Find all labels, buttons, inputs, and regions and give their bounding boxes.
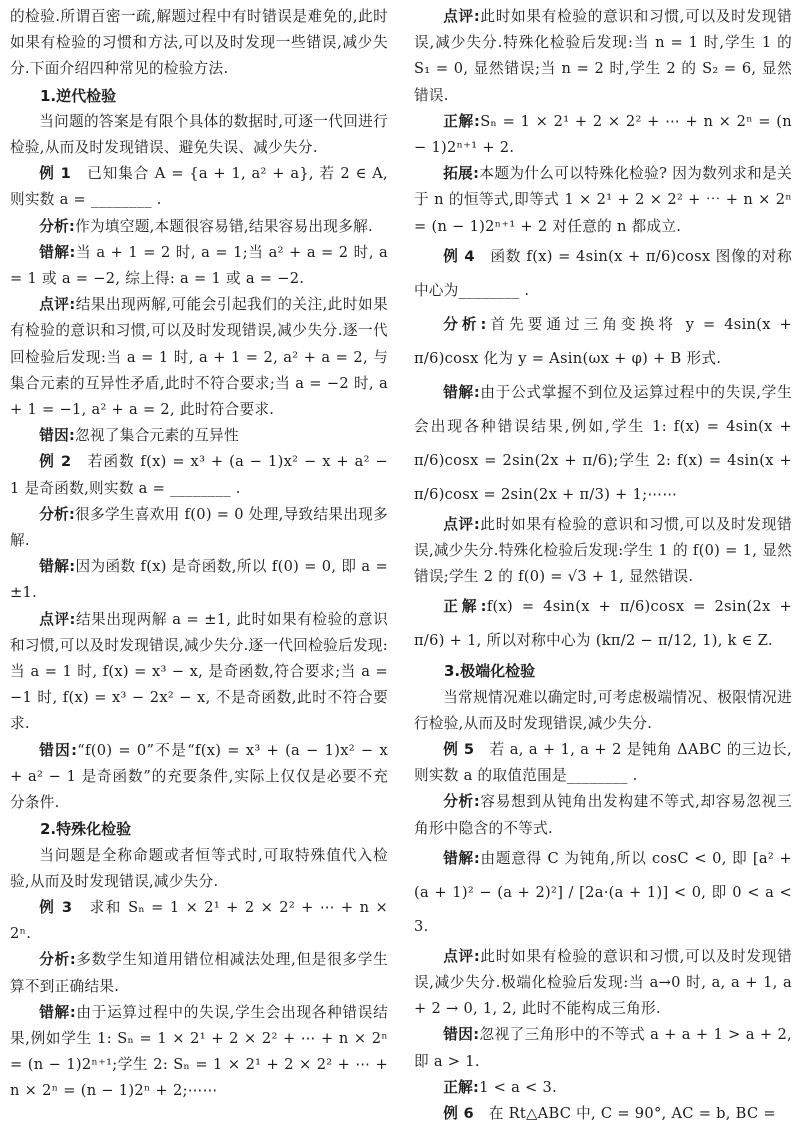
paragraph-label: 例 4	[443, 247, 475, 265]
wrong-solution-paragraph	[414, 842, 792, 944]
commentary-paragraph	[10, 607, 388, 738]
paragraph-text: 函数 f(x) = 4sin(x + π/6)cosx 图像的对称中心为________ .	[414, 247, 792, 299]
paragraph-text: 首先要通过三角变换将 y = 4sin(x + π/6)cosx 化为 y = Asin(ωx + φ) + B 形式.	[414, 315, 792, 367]
paragraph-text: 多数学生知道用错位相减法处理,但是很多学生算不到正确结果.	[10, 951, 388, 995]
left-column	[10, 4, 388, 1105]
paragraph-label: 点评:	[443, 947, 480, 965]
wrong-solution-paragraph	[10, 240, 388, 292]
error-cause-paragraph	[10, 738, 388, 817]
section-heading: 1.逆代检验	[40, 86, 117, 105]
paragraph-text: 的检验.所谓百密一疏,解题过程中有时错误是难免的,此时如果有检验的习惯和方法,可以及时发现一些错误,减少失分.下面介绍四种常见的检验方法.	[10, 8, 388, 78]
paragraph-label: 错因:	[39, 427, 76, 445]
paragraph-text: 容易想到从钝角出发构建不等式,却容易忽视三角形中隐含的不等式.	[414, 793, 792, 837]
paragraph-text: Sₙ = 1 × 2¹ + 2 × 2² + ⋯ + n × 2ⁿ = (n − 1)2ⁿ⁺¹ + 2.	[414, 112, 792, 157]
paragraph-text: 在 Rt△ABC 中, C = 90°, AC = b, BC =	[473, 1105, 776, 1123]
analysis-paragraph	[10, 214, 388, 240]
paragraph-label: 分析:	[39, 505, 76, 523]
commentary-paragraph	[414, 4, 792, 109]
wrong-solution-paragraph	[10, 1000, 388, 1105]
paragraph-text: f(x) = 4sin(x + π/6)cosx = 2sin(2x + π/6) + 1, 所以对称中心为 (kπ/2 − π/12, 1), k ∈ Z.	[414, 598, 792, 650]
analysis-paragraph	[414, 789, 792, 841]
example-6-paragraph	[414, 1101, 792, 1127]
paragraph	[414, 685, 792, 737]
paragraph-text: 很多学生喜欢用 f(0) = 0 处理,导致结果出现多解.	[10, 505, 388, 550]
paragraph-text: 忽视了集合元素的互异性	[75, 427, 239, 445]
analysis-paragraph	[10, 947, 388, 999]
extension-paragraph	[414, 161, 792, 240]
analysis-paragraph	[414, 308, 792, 376]
paragraph-label: 拓展:	[443, 165, 480, 183]
paragraph-text: 由于运算过程中的失误,学生会出现各种错误结果,例如学生 1: Sₙ = 1 × 2¹ + 2 × 2² + ⋯ + n × 2ⁿ = (n − 1)2ⁿ⁺¹;学生 2: Sₙ = 1 × 2¹ + 2 × 2² + ⋯ + n × 2ⁿ = (n − 1)2ⁿ + 2;⋯⋯	[10, 1003, 388, 1100]
paragraph-label: 点评:	[443, 515, 480, 533]
paragraph-label: 分析:	[39, 951, 76, 969]
commentary-paragraph	[414, 512, 792, 591]
paragraph-text: 结果出现两解,可能会引起我们的关注,此时如果有检验的意识和习惯,可以及时发现错误,减少失分.逐一代回检验后发现:当 a = 1 时, a + 1 = 2, a² + a = 2, 与集合元素的互异性矛盾,此时不符合要求;当 a = −2 时, a + 1 = −1, a² + a = 2, 此时符合要求.	[10, 296, 388, 419]
paragraph-text: 当问题是全称命题或者恒等式时,可取特殊值代入检验,从而及时发现错误,减少失分.	[10, 846, 388, 890]
paragraph	[10, 109, 388, 161]
paragraph-text: 结果出现两解 a = ±1, 此时如果有检验的意识和习惯,可以及时发现错误,减少失分.逐一代回检验后发现:当 a = 1 时, f(x) = x³ − x, 是奇函数,符合要求;当 a = −1 时, f(x) = x³ − 2x² − x, 不是奇函数,此时不符合要求.	[10, 610, 388, 733]
commentary-paragraph	[10, 292, 388, 423]
wrong-solution-paragraph	[414, 376, 792, 512]
paragraph-label: 错解:	[39, 558, 76, 576]
paragraph-label: 点评:	[443, 8, 480, 25]
correct-solution-paragraph	[414, 590, 792, 658]
paragraph-text: 若函数 f(x) = x³ + (a − 1)x² − x + a² − 1 是奇函数,则实数 a = ________ .	[10, 453, 388, 497]
paragraph-text: 若 a, a + 1, a + 2 是钝角 ΔABC 的三边长,则实数 a 的取值范围是________ .	[414, 741, 792, 785]
error-cause-paragraph	[414, 1022, 792, 1074]
paragraph-label: 例 5	[443, 741, 475, 759]
paragraph-label: 分析:	[443, 315, 487, 333]
paragraph-text: 求和 Sₙ = 1 × 2¹ + 2 × 2² + ⋯ + n × 2ⁿ.	[10, 898, 388, 943]
paragraph-label: 分析:	[39, 217, 76, 235]
paragraph-label: 正解:	[443, 598, 487, 616]
paragraph-label: 错解:	[39, 243, 76, 261]
paragraph-label: 错解:	[39, 1003, 76, 1021]
example-3-paragraph	[10, 895, 388, 947]
paragraph	[10, 4, 388, 83]
paragraph-label: 点评:	[39, 610, 76, 628]
paragraph-text: 当问题的答案是有限个具体的数据时,可逐一代回进行检验,从而及时发现错误、避免失误、减少失分.	[10, 112, 388, 157]
commentary-paragraph	[414, 944, 792, 1023]
paragraph-text: 此时如果有检验的意识和习惯,可以及时发现错误,减少失分.特殊化检验后发现:当 n = 1 时,学生 1 的 S₁ = 0, 显然错误;当 n = 2 时,学生 2 的 S₂ = 6, 显然错误.	[414, 8, 792, 104]
example-5-paragraph	[414, 737, 792, 789]
paragraph-text: 忽视了三角形中的不等式 a + a + 1 > a + 2, 即 a > 1.	[414, 1026, 792, 1070]
wrong-solution-paragraph	[10, 554, 388, 606]
correct-solution-paragraph	[414, 109, 792, 161]
paragraph-text: 因为函数 f(x) 是奇函数,所以 f(0) = 0, 即 a = ±1.	[10, 558, 388, 602]
paragraph-label: 错因:	[443, 1026, 480, 1044]
right-column	[414, 4, 792, 1127]
paragraph-label: 分析:	[443, 793, 480, 811]
paragraph-text: 本题为什么可以特殊化检验? 因为数列求和是关于 n 的恒等式,即等式 1 × 2¹ + 2 × 2² + ⋯ + n × 2ⁿ = (n − 1)2ⁿ⁺¹ + 2 对任意的 n 都成立.	[414, 165, 792, 235]
section-heading: 2.特殊化检验	[40, 820, 132, 839]
paragraph-label: 例 2	[39, 453, 72, 471]
paragraph-text: 由题意得 C 为钝角,所以 cosC < 0, 即 [a² + (a + 1)² − (a + 2)²] / [2a·(a + 1)] < 0, 即 0 < a < 3.	[414, 849, 792, 935]
paragraph-text: 此时如果有检验的意识和习惯,可以及时发现错误,减少失分.极端化检验后发现:当 a→0 时, a, a + 1, a + 2 → 0, 1, 2, 此时不能构成三角形.	[414, 947, 792, 1018]
paragraph-label: 错解:	[443, 849, 481, 867]
section-heading: 3.极端化检验	[444, 662, 536, 681]
paragraph-text: 此时如果有检验的意识和习惯,可以及时发现错误,减少失分.特殊化检验后发现:学生 1 的 f(0) = 1, 显然错误;学生 2 的 f(0) = √3 + 1, 显然错误.	[414, 515, 792, 586]
paragraph-text: 由于公式掌握不到位及运算过程中的失误,学生会出现各种错误结果,例如,学生 1: f(x) = 4sin(x + π/6)cosx = 2sin(2x + π/6);学生 2: f(x) = 4sin(x + π/6)cosx = 2sin(2x + π/3) + 1;⋯⋯	[414, 383, 792, 503]
example-4-paragraph	[414, 240, 792, 308]
paragraph-text: 当 a + 1 = 2 时, a = 1;当 a² + a = 2 时, a = 1 或 a = −2, 综上得: a = 1 或 a = −2.	[10, 243, 388, 288]
paragraph-text: “f(0) = 0”不是“f(x) = x³ + (a − 1)x² − x + a² − 1 是奇函数”的充要条件,实际上仅仅是必要不充分条件.	[10, 741, 388, 812]
paragraph-text: 当常规情况难以确定时,可考虑极端情况、极限情况进行检验,从而及时发现错误,减少失分.	[414, 688, 792, 732]
paragraph-label: 例 1	[39, 165, 72, 183]
paragraph-label: 点评:	[39, 296, 76, 314]
paragraph-text: 已知集合 A = {a + 1, a² + a}, 若 2 ∈ A, 则实数 a = ________ .	[10, 165, 388, 209]
example-2-paragraph	[10, 449, 388, 501]
paragraph-text: 1 < a < 3.	[479, 1078, 558, 1096]
paragraph-text: 作为填空题,本题很容易错,结果容易出现多解.	[75, 217, 373, 235]
example-1-paragraph	[10, 161, 388, 213]
paragraph-label: 错解:	[443, 383, 480, 401]
paragraph	[10, 843, 388, 895]
paragraph-label: 例 3	[39, 898, 73, 916]
paragraph-label: 错因:	[39, 741, 78, 759]
paragraph-label: 正解:	[443, 112, 481, 130]
correct-solution-paragraph	[414, 1075, 792, 1101]
analysis-paragraph	[10, 502, 388, 554]
error-cause-paragraph	[10, 423, 388, 449]
paragraph-label: 正解:	[443, 1078, 480, 1096]
paragraph-label: 例 6	[443, 1105, 474, 1123]
